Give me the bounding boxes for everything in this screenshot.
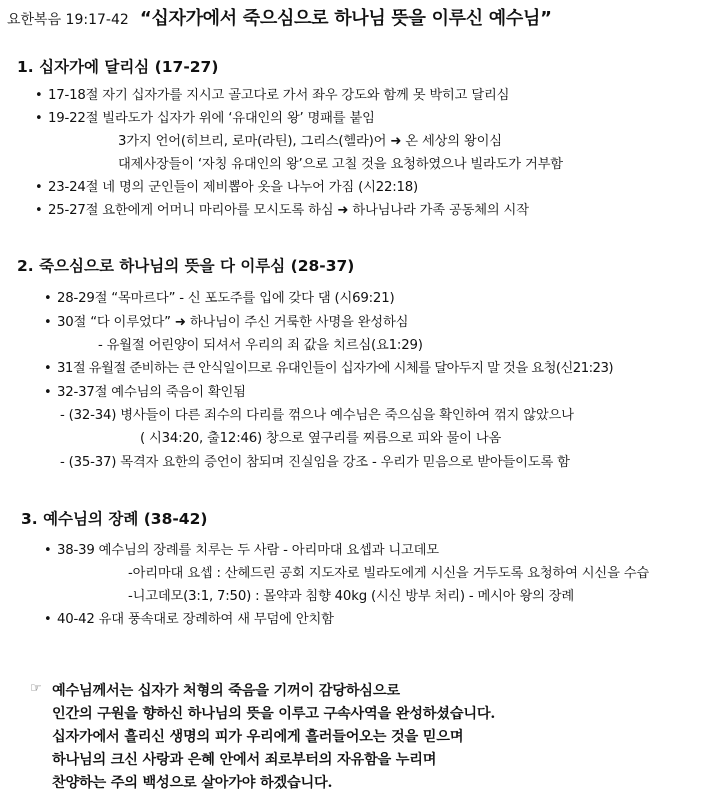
section-1-item: • 25-27절 요한에게 어머니 마리아를 모시도록 하심 ➜ 하나님나라 가족 공동체의 시작 bbox=[48, 202, 529, 220]
scripture-reference: 요한복음 19:17-42 bbox=[7, 12, 129, 28]
section-1-item: • 23-24절 네 명의 군인들이 제비뽑아 옷을 나누어 가짐 (시22:18) bbox=[48, 179, 418, 197]
section-2-subitem: - (35-37) 목격자 요한의 증언이 참되며 진실임을 강조 - 우리가 믿음으로 받아들이도록 함 bbox=[60, 455, 570, 470]
section-3-subitem: -아리마대 요셉 : 산헤드린 공회 지도자로 빌라도에게 시신을 거두도록 요청하여 시신을 수습 bbox=[128, 566, 650, 581]
section-1-title: 1. 십자가에 달리심 (17-27) bbox=[17, 58, 219, 76]
conclusion-line: 인간의 구원을 향하신 하나님의 뜻을 이루고 구속사역을 완성하셨습니다. bbox=[52, 706, 496, 722]
document-header bbox=[7, 4, 552, 30]
section-2-item: • 28-29절 “목마르다” - 신 포도주를 입에 갖다 댐 (시69:21) bbox=[57, 290, 394, 308]
conclusion-line: 십자가에서 흘리신 생명의 피가 우리에게 흘러들어오는 것을 믿으며 bbox=[52, 729, 464, 745]
section-3-title: 3. 예수님의 장례 (38-42) bbox=[21, 510, 208, 528]
section-1-subitem: 3가지 언어(히브리, 로마(라틴), 그리스(헬라)어 ➜ 온 세상의 왕이심 bbox=[118, 134, 502, 149]
section-3-item: • 38-39 예수님의 장례를 치루는 두 사람 - 아리마대 요셉과 니고데모 bbox=[57, 542, 439, 560]
section-1-subitem: 대제사장들이 ‘자칭 유대인의 왕’으로 고칠 것을 요청하였으나 빌라도가 거부함 bbox=[118, 157, 563, 172]
section-3-subitem: -니고데모(3:1, 7:50) : 몰약과 침향 40kg (시신 방부 처리) - 메시아 왕의 장례 bbox=[128, 589, 575, 604]
conclusion-line: 하나님의 크신 사랑과 은혜 안에서 죄로부터의 자유함을 누리며 bbox=[52, 752, 437, 768]
pointing-hand-icon: ☞ bbox=[30, 681, 42, 696]
conclusion-line: 찬양하는 주의 백성으로 살아가야 하겠습니다. bbox=[52, 775, 333, 791]
section-2-subitem: - (32-34) 병사들이 다른 죄수의 다리를 꺾으나 예수님은 죽으심을 확인하여 꺾지 않았으나 bbox=[60, 408, 574, 423]
section-2-title: 2. 죽으심으로 하나님의 뜻을 다 이루심 (28-37) bbox=[17, 257, 355, 275]
section-3-item: • 40-42 유대 풍속대로 장례하여 새 무덤에 안치함 bbox=[57, 611, 334, 629]
conclusion-line: 예수님께서는 십자가 처형의 죽음을 기꺼이 감당하심으로 bbox=[52, 683, 400, 699]
section-1-item: • 19-22절 빌라도가 십자가 위에 ‘유대인의 왕’ 명패를 붙임 bbox=[48, 110, 375, 128]
sermon-title: “십자가에서 죽으심으로 하나님 뜻을 이루신 예수님” bbox=[139, 8, 552, 29]
section-2-subitem: - 유월절 어린양이 되셔서 우리의 죄 값을 치르심(요1:29) bbox=[98, 338, 423, 353]
section-2-item: • 31절 유월절 준비하는 큰 안식일이므로 유대인들이 십자가에 시체를 달아두지 말 것을 요청(신21:23) bbox=[57, 360, 613, 378]
section-2-subitem: ( 시34:20, 출12:46) 창으로 옆구리를 찌름으로 피와 물이 나옴 bbox=[140, 431, 502, 446]
section-2-item: • 32-37절 예수님의 죽음이 확인됨 bbox=[57, 384, 246, 402]
section-2-item: • 30절 “다 이루었다” ➜ 하나님이 주신 거룩한 사명을 완성하심 bbox=[57, 314, 408, 332]
section-1-item: • 17-18절 자기 십자가를 지시고 골고다로 가서 좌우 강도와 함께 못 박히고 달리심 bbox=[48, 87, 509, 105]
